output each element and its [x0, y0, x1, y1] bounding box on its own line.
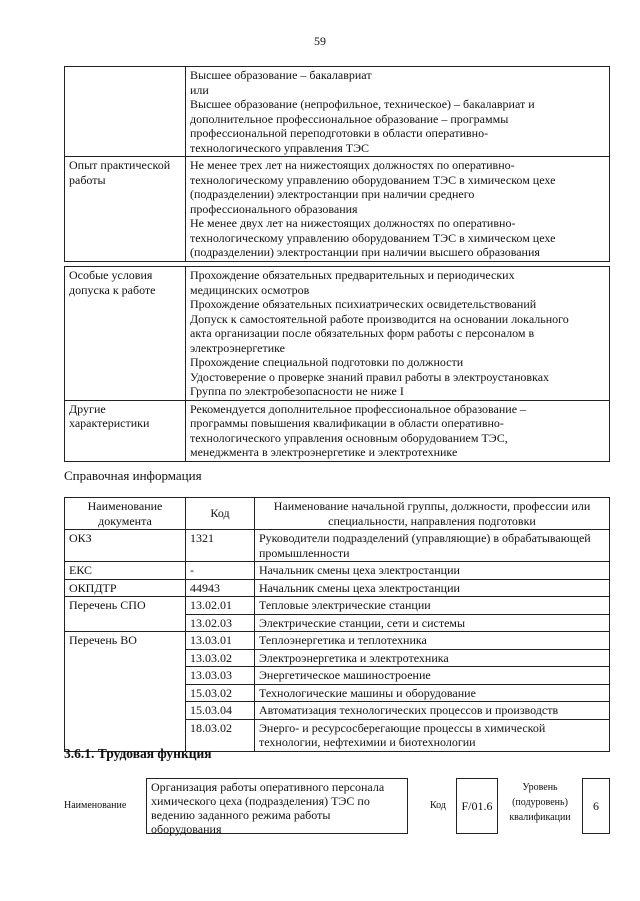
text-line: или: [190, 82, 209, 97]
text-line: Группа по электробезопасности не ниже I: [190, 384, 404, 398]
cell-doc: ОКЗ: [65, 530, 186, 562]
cell-code: 13.02.01: [186, 597, 255, 615]
function-name-box: Организация работы оперативного персонала химического цеха (подразделения) ТЭС по ведению заданного режима работы оборудования: [146, 778, 408, 834]
text-line: Прохождение обязательных психиатрических освидетельствований: [190, 297, 537, 311]
text-line: профессиональной переподготовки в области оперативно-: [190, 126, 489, 140]
conditions-table: [64, 266, 610, 462]
table-row: [65, 267, 610, 401]
cell-code: -: [186, 562, 255, 580]
cell-doc: [65, 702, 186, 720]
text-line: Рекомендуется дополнительное профессиональное образование –: [190, 401, 527, 416]
text-line: профессионального образования: [190, 201, 358, 216]
row-label: Опыт практической работы: [65, 157, 186, 262]
cell-code: 13.03.03: [186, 667, 255, 685]
text-line: Не менее трех лет на нижестоящих должностях по оперативно-: [190, 158, 515, 172]
text-line: Высшее образование – бакалавриат: [190, 68, 372, 82]
text-line: технологического управления ТЭС: [190, 140, 370, 155]
text-line: акта организации после обязательных форм работы с персоналом в: [190, 326, 535, 340]
table-row: [65, 614, 610, 632]
table-row: [65, 649, 610, 667]
table-row: [65, 597, 610, 615]
cell-doc: [65, 667, 186, 685]
level-label: Уровень (подуровень) квалификации: [509, 782, 571, 823]
code-box: F/01.6: [456, 778, 498, 834]
table-row: [65, 667, 610, 685]
table-row: [65, 157, 610, 262]
cell-name: Электроэнергетика и электротехника: [255, 649, 610, 667]
text-line: менеджмента в электроэнергетике и электротехнике: [190, 445, 458, 459]
text-line: (подразделении) электростанции при наличии высшего образования: [190, 245, 540, 259]
row-content: [186, 267, 610, 401]
text-line: электроэнергетике: [190, 340, 285, 355]
row-label: Особые условия допуска к работе: [65, 267, 186, 401]
qualification-table: [64, 66, 610, 262]
header-code: Код: [186, 498, 255, 530]
section-title: 3.6.1. Трудовая функция: [64, 746, 212, 761]
cell-name: Автоматизация технологических процессов и производств: [255, 702, 610, 720]
cell-name: Начальник смены цеха электростанции: [255, 562, 610, 580]
cell-name: Руководители подразделений (управляющие) в обрабатывающей промышленности: [255, 530, 610, 562]
cell-code: 15.03.04: [186, 702, 255, 720]
row-content: [186, 400, 610, 461]
cell-doc: ОКПДТР: [65, 579, 186, 597]
table-row: [65, 579, 610, 597]
text-line: технологическому управлению оборудованием ТЭС в химическом цехе: [190, 172, 556, 187]
cell-code: 18.03.02: [186, 719, 255, 751]
table-row: [65, 684, 610, 702]
text-line: технологического управления основным оборудованием ТЭС,: [190, 430, 508, 445]
table-row: [65, 400, 610, 461]
name-label: Наименование: [64, 800, 127, 811]
reference-info-title: Справочная информация: [64, 468, 202, 483]
table-row: [65, 632, 610, 650]
table-header-row: [65, 498, 610, 530]
text-line: технологическому управлению оборудованием ТЭС в химическом цехе: [190, 230, 556, 245]
row-content: [186, 67, 610, 157]
labor-function-block: [64, 778, 610, 838]
text-line: Прохождение обязательных предварительных и периодических: [190, 268, 515, 282]
table-row: [65, 530, 610, 562]
cell-name: Энерго- и ресурсосберегающие процессы в химической технологии, нефтехимии и биотехнологии: [255, 719, 610, 751]
cell-name: Электрические станции, сети и системы: [255, 614, 610, 632]
cell-doc: Перечень ВО: [65, 632, 186, 650]
cell-code: 13.02.03: [186, 614, 255, 632]
text-line: Допуск к самостоятельной работе производится на основании локального: [190, 311, 569, 326]
cell-doc: [65, 684, 186, 702]
cell-name: Тепловые электрические станции: [255, 597, 610, 615]
header-name: Наименование начальной группы, должности, профессии или специальности, направления подготовки: [255, 498, 610, 530]
text-line: (подразделении) электростанции при наличии среднего: [190, 187, 475, 201]
text-line: Не менее двух лет на нижестоящих должностях по оперативно-: [190, 216, 516, 230]
header-doc: Наименование документа: [65, 498, 186, 530]
row-content: [186, 157, 610, 262]
cell-doc: ЕКС: [65, 562, 186, 580]
table-row: [65, 702, 610, 720]
cell-code: 15.03.02: [186, 684, 255, 702]
reference-table: [64, 497, 610, 752]
text-line: Высшее образование (непрофильное, техническое) – бакалавриат и: [190, 97, 535, 111]
cell-name: Технологические машины и оборудование: [255, 684, 610, 702]
text-line: дополнительное профессиональное образование – программы: [190, 111, 509, 126]
cell-name: Теплоэнергетика и теплотехника: [255, 632, 610, 650]
cell-doc: [65, 614, 186, 632]
page-number: 59: [314, 34, 326, 48]
cell-code: 44943: [186, 579, 255, 597]
cell-doc: [65, 649, 186, 667]
cell-code: 1321: [186, 530, 255, 562]
row-label: Другие характеристики: [65, 400, 186, 461]
text-line: медицинских осмотров: [190, 282, 310, 297]
cell-name: Энергетическое машиностроение: [255, 667, 610, 685]
text-line: программы повышения квалификации в области оперативно-: [190, 416, 504, 430]
cell-code: 13.03.02: [186, 649, 255, 667]
cell-name: Начальник смены цеха электростанции: [255, 579, 610, 597]
level-box: 6: [582, 778, 610, 834]
text-line: Прохождение специальной подготовки по должности: [190, 355, 464, 369]
cell-doc: Перечень СПО: [65, 597, 186, 615]
row-label: [65, 67, 186, 157]
cell-code: 13.03.01: [186, 632, 255, 650]
table-row: [65, 67, 610, 157]
text-line: Удостоверение о проверке знаний правил работы в электроустановках: [190, 369, 550, 384]
code-label: Код: [430, 800, 446, 811]
table-row: [65, 562, 610, 580]
